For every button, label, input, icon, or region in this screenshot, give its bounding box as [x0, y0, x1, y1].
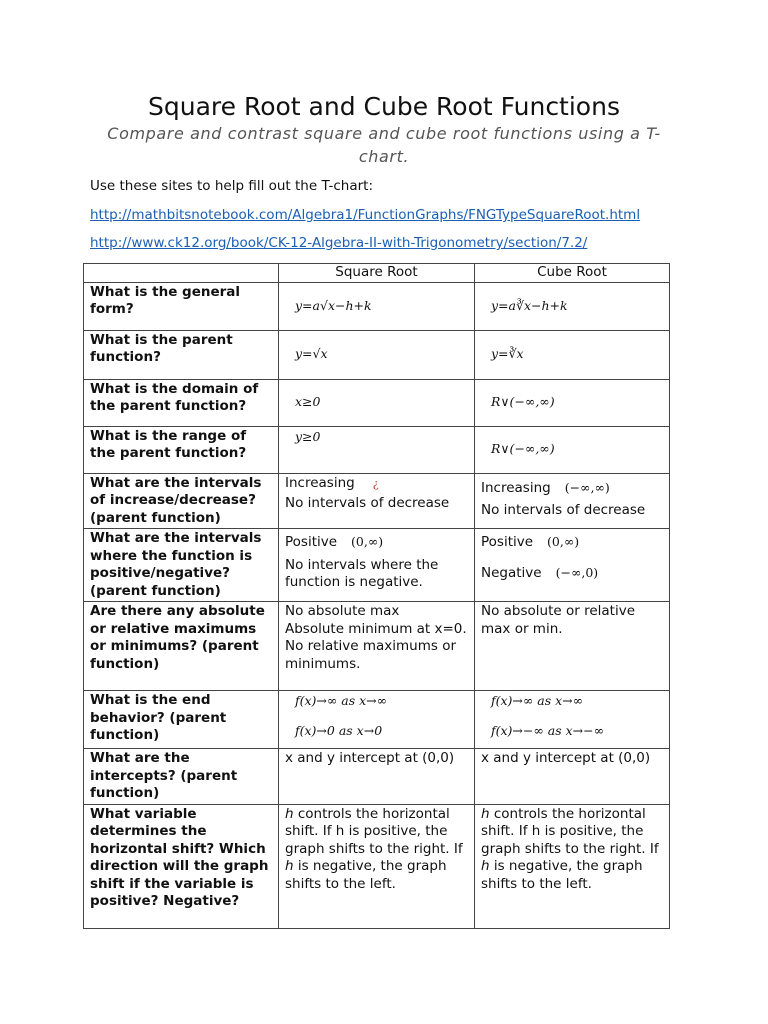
table-row [84, 282, 670, 330]
table-row [84, 379, 670, 426]
table-row [84, 602, 670, 691]
square-general-form: y=a√x−h+k [295, 297, 372, 313]
question-cell: What is the end behavior? (parent function) [84, 691, 279, 749]
question-cell: What are the intervals of increase/decrease? (parent function) [84, 473, 279, 529]
cube-increase-interval: (−∞,∞) [564, 479, 610, 495]
ck12-link[interactable]: http://www.ck12.org/book/CK-12-Algebra-II-with-Trigonometry/section/7.2/ [90, 235, 588, 251]
square-root-cell [279, 691, 475, 749]
question-cell: What is the parent function? [84, 330, 279, 379]
cube-h-variable: h [481, 805, 490, 822]
square-domain: x≥0 [295, 394, 321, 410]
cube-general-form: y=a∛x−h+k [491, 297, 568, 313]
cube-end-behavior-2: f(x)→−∞ as x→−∞ [491, 722, 605, 738]
cube-positive: Positive [481, 534, 534, 550]
square-shift-text-end: is negative, the graph shifts to the left. [285, 858, 447, 892]
square-root-cell [279, 426, 475, 473]
square-no-decrease: No intervals of decrease [285, 495, 450, 511]
cube-increasing: Increasing [481, 479, 551, 496]
mathbits-link[interactable]: http://mathbitsnotebook.com/Algebra1/FunctionGraphs/FNGTypeSquareRoot.html [90, 207, 641, 223]
table-row [84, 473, 670, 529]
t-chart-table [83, 263, 670, 929]
header-blank [84, 264, 279, 283]
square-positive-interval: (0,∞) [351, 534, 384, 549]
question-cell: What are the intercepts? (parent function) [84, 749, 279, 805]
page-title: Square Root and Cube Root Functions [148, 92, 620, 121]
cube-h-variable-2: h [481, 858, 490, 874]
table-row [84, 529, 670, 602]
question-cell: Are there any absolute or relative maximums or minimums? (parent function) [84, 602, 279, 691]
cube-root-cell [475, 529, 670, 602]
table-header-row [84, 264, 670, 283]
cube-domain: R∨(−∞,∞) [491, 394, 555, 410]
cube-root-cell [475, 330, 670, 379]
cube-root-cell [475, 379, 670, 426]
square-parent-function: y=√x [295, 346, 328, 362]
cube-root-cell: x and y intercept at (0,0) [475, 749, 670, 805]
question-cell: What is the domain of the parent function? [84, 379, 279, 426]
page-subtitle: Compare and contrast square and cube root functions using a T-chart. [107, 124, 661, 166]
red-annotation-mark: ¿ [372, 476, 379, 490]
cube-root-cell: No absolute or relative max or min. [475, 602, 670, 691]
table-row [84, 804, 670, 928]
square-root-cell [279, 602, 475, 691]
square-range: y≥0 [295, 428, 321, 444]
square-root-cell [279, 379, 475, 426]
square-root-cell [279, 473, 475, 529]
square-h-variable: h [285, 805, 294, 822]
intro-text: Use these sites to help fill out the T-chart: [90, 178, 373, 194]
square-no-negative: No intervals where the function is negative. [285, 556, 439, 590]
square-root-cell [279, 804, 475, 928]
cube-end-behavior-1: f(x)→∞ as x→∞ [491, 693, 584, 708]
square-root-cell [279, 282, 475, 330]
cube-no-decrease: No intervals of decrease [481, 502, 646, 518]
table-row [84, 330, 670, 379]
header-square-root: Square Root [279, 264, 475, 283]
cube-root-cell [475, 473, 670, 529]
cube-positive-interval: (0,∞) [547, 534, 580, 549]
square-end-behavior-2: f(x)→0 as x→0 [295, 722, 383, 738]
question-cell: What are the intervals where the function is positive/negative? (parent function) [84, 529, 279, 602]
square-no-abs-max: No absolute max [285, 603, 400, 619]
cube-root-cell [475, 282, 670, 330]
cube-shift-text: controls the horizontal shift. If h is positive, the graph shifts to the right. If [481, 805, 659, 857]
square-end-behavior-1: f(x)→∞ as x→∞ [295, 693, 388, 708]
cube-parent-function: y=∛x [491, 346, 524, 362]
square-root-cell: x and y intercept at (0,0) [279, 749, 475, 805]
question-cell: What is the general form? [84, 282, 279, 330]
question-cell: What is the range of the parent function? [84, 426, 279, 473]
square-increasing: Increasing [285, 474, 355, 491]
cube-root-cell [475, 691, 670, 749]
square-positive: Positive [285, 534, 338, 550]
square-abs-min: Absolute minimum at x=0. [285, 620, 467, 637]
cube-negative: Negative [481, 564, 542, 581]
header-cube-root: Cube Root [475, 264, 670, 283]
cube-root-cell [475, 426, 670, 473]
table-row [84, 426, 670, 473]
question-cell: What variable determines the horizontal shift? Which direction will the graph shift if the variable is positive? Negative? [84, 804, 279, 928]
cube-root-cell [475, 804, 670, 928]
square-shift-text: controls the horizontal shift. If h is positive, the graph shifts to the right. If [285, 805, 463, 857]
square-root-cell [279, 529, 475, 602]
square-h-variable-2: h [285, 858, 294, 874]
square-no-rel: No relative maximums or minimums. [285, 638, 457, 672]
cube-shift-text-end: is negative, the graph shifts to the left. [481, 858, 643, 892]
square-root-cell [279, 330, 475, 379]
table-row [84, 749, 670, 805]
table-row [84, 691, 670, 749]
cube-range: R∨(−∞,∞) [491, 441, 555, 457]
cube-negative-interval: (−∞,0) [555, 564, 599, 580]
